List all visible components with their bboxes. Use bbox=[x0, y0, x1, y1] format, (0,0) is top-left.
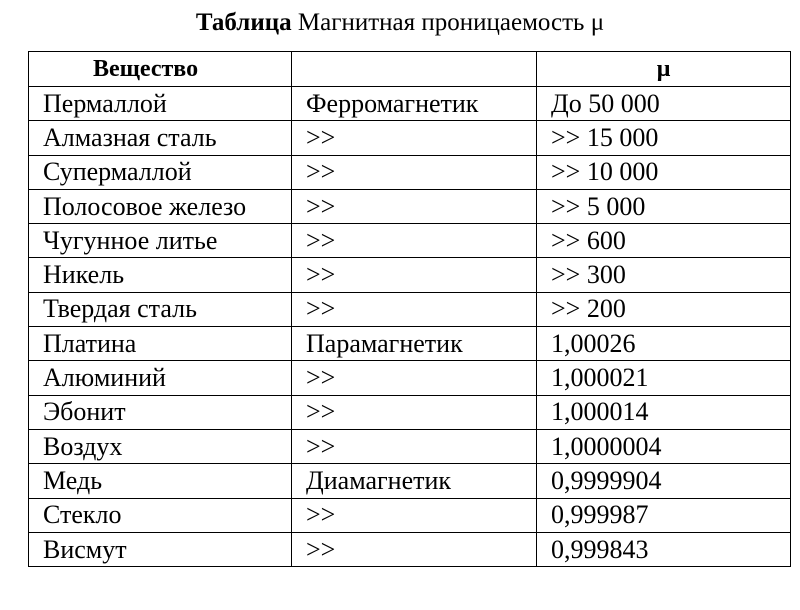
caption-text: Магнитная проницаемость μ bbox=[297, 9, 605, 36]
table-row bbox=[29, 395, 791, 429]
table-row bbox=[29, 292, 791, 326]
caption-lead: Таблица bbox=[195, 9, 292, 36]
cell-substance: Платина bbox=[29, 327, 292, 361]
cell-substance: Алюминий bbox=[29, 361, 292, 395]
cell-type: Ферромагнетик bbox=[292, 87, 537, 121]
cell-type: >> bbox=[292, 361, 537, 395]
cell-substance: Висмут bbox=[29, 532, 292, 566]
cell-substance: Воздух bbox=[29, 429, 292, 463]
cell-substance: Твердая сталь bbox=[29, 292, 292, 326]
cell-substance: Алмазная сталь bbox=[29, 121, 292, 155]
cell-mu: 1,000014 bbox=[537, 395, 791, 429]
cell-mu: >> 300 bbox=[537, 258, 791, 292]
header-substance: Вещество bbox=[29, 52, 292, 87]
cell-substance: Никель bbox=[29, 258, 292, 292]
cell-type: >> bbox=[292, 292, 537, 326]
cell-mu: >> 600 bbox=[537, 224, 791, 258]
cell-type: >> bbox=[292, 189, 537, 223]
header-mu: μ bbox=[537, 52, 791, 87]
cell-type: >> bbox=[292, 258, 537, 292]
table-row bbox=[29, 361, 791, 395]
cell-mu: 1,00026 bbox=[537, 327, 791, 361]
cell-substance: Полосовое железо bbox=[29, 189, 292, 223]
cell-mu: 0,999987 bbox=[537, 498, 791, 532]
cell-mu: 0,999843 bbox=[537, 532, 791, 566]
cell-mu: >> 5 000 bbox=[537, 189, 791, 223]
table-row bbox=[29, 121, 791, 155]
table-row bbox=[29, 464, 791, 498]
cell-substance: Чугунное литье bbox=[29, 224, 292, 258]
table-body bbox=[29, 87, 791, 567]
cell-mu: 1,000021 bbox=[537, 361, 791, 395]
cell-type: >> bbox=[292, 121, 537, 155]
cell-substance: Супермаллой bbox=[29, 155, 292, 189]
cell-substance: Пермаллой bbox=[29, 87, 292, 121]
cell-type: Диамагнетик bbox=[292, 464, 537, 498]
cell-type: >> bbox=[292, 429, 537, 463]
cell-mu: >> 15 000 bbox=[537, 121, 791, 155]
cell-mu: >> 200 bbox=[537, 292, 791, 326]
cell-type: Парамагнетик bbox=[292, 327, 537, 361]
cell-type: >> bbox=[292, 155, 537, 189]
cell-mu: До 50 000 bbox=[537, 87, 791, 121]
table-row bbox=[29, 189, 791, 223]
table-row bbox=[29, 429, 791, 463]
cell-substance: Стекло bbox=[29, 498, 292, 532]
table-row bbox=[29, 498, 791, 532]
cell-type: >> bbox=[292, 224, 537, 258]
cell-type: >> bbox=[292, 532, 537, 566]
cell-substance: Эбонит bbox=[29, 395, 292, 429]
cell-mu: 0,9999904 bbox=[537, 464, 791, 498]
cell-substance: Медь bbox=[29, 464, 292, 498]
table-row bbox=[29, 258, 791, 292]
table-row bbox=[29, 87, 791, 121]
table-row bbox=[29, 327, 791, 361]
table-row bbox=[29, 224, 791, 258]
header-type bbox=[292, 52, 537, 87]
table-caption bbox=[0, 8, 800, 38]
cell-mu: 1,0000004 bbox=[537, 429, 791, 463]
table-row bbox=[29, 155, 791, 189]
header-row bbox=[29, 52, 791, 87]
table-row bbox=[29, 532, 791, 566]
cell-type: >> bbox=[292, 498, 537, 532]
cell-mu: >> 10 000 bbox=[537, 155, 791, 189]
permeability-table bbox=[28, 51, 791, 567]
cell-type: >> bbox=[292, 395, 537, 429]
